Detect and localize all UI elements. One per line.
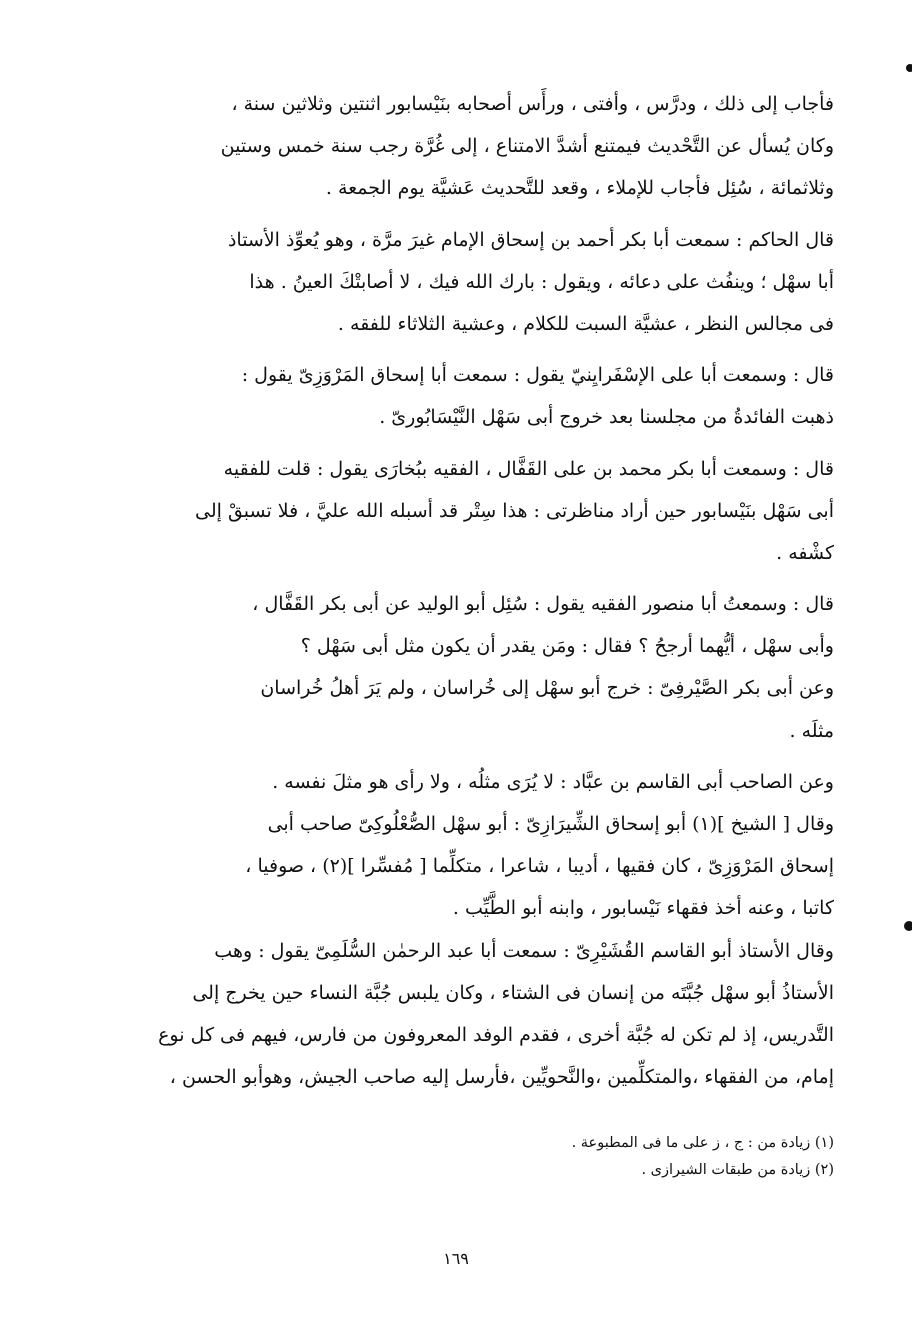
margin-mark bbox=[906, 64, 912, 72]
page-number: ١٦٩ bbox=[443, 1249, 469, 1268]
text-line: وأبى سهْل ، أيُّهما أرجحُ ؟ فقال : ومَن يقدر أن يكون مثل أبى سَهْل ؟ bbox=[300, 635, 834, 658]
text-line: كاتبا ، وعنه أخذ فقهاء نَيْسابور ، وابنه أبو الطَّيِّب . bbox=[452, 897, 834, 920]
text-line: وقال الأستاذ أبو القاسم القُشَيْرِىّ : سمعت أبا عبد الرحمٰن السُّلَمِىّ يقول : وهب bbox=[214, 939, 834, 962]
text-line: فأجاب إلى ذلك ، ودرَّس ، وأفتى ، ورأَس أصحابه بنَيْسابور اثنتين وثلاثين سنة ، bbox=[231, 93, 834, 115]
footnote: (٢) زيادة من طبقات الشيرازى . bbox=[641, 1162, 834, 1178]
text-line: وعن الصاحب أبى القاسم بن عبَّاد : لا يُرَى مثلُه ، ولا رأى هو مثلَ نفسه . bbox=[272, 770, 834, 793]
text-line: وثلاثمائة ، سُئِل فأجاب للإملاء ، وقعد للتَّحديث عَشيَّة يوم الجمعة . bbox=[325, 177, 834, 200]
text-line: فى مجالس النظر ، عشيَّة السبت للكلام ، وعشية الثلاثاء للفقه . bbox=[337, 312, 834, 335]
text-line: قال : وسمعت أبا بكر محمد بن على القَفَّال ، الفقيه ببُخارَى يقول : قلت للفقيه bbox=[223, 457, 834, 480]
text-line: ذهبت الفائدةُ من مجلسنا بعد خروج أبى سَهْل النَّيْسَابُورىّ . bbox=[379, 406, 834, 429]
text-line: إسحاق المَرْوَزِىّ ، كان فقيها ، أديبا ، شاعرا ، متكلِّما [ مُفسِّرا ](٢) ، صوفيا ، bbox=[245, 855, 834, 878]
text-line: الأستاذُ أبو سهْل جُبَّتَه من إنسان فى الشتاء ، وكان يلبس جُبَّة النساء حين يخرج إلى bbox=[192, 981, 834, 1004]
footnote: (١) زيادة من : ج ، ز على ما فى المطبوعة . bbox=[571, 1135, 834, 1151]
text-line: قال : وسمعت أبا على الإسْفَرايِنيّ يقول : سمعت أبا إسحاق المَرْوَزِىّ يقول : bbox=[241, 364, 834, 387]
text-line: وكان يُسأل عن التَّحْديث فيمتنع أشدَّ الامتناع ، إلى غُرَّة رجب سنة خمس وستين bbox=[220, 135, 834, 158]
text-line: مثلَه . bbox=[789, 719, 834, 742]
text-line: وعن أبى بكر الصَّيْرفِىّ : خرج أبو سهْل إلى خُراسان ، ولم يَرَ أهلُ خُراسان bbox=[260, 677, 834, 700]
text-line: قال الحاكم : سمعت أبا بكر أحمد بن إسحاق الإمام غيرَ مرَّة ، وهو يُعوِّذ الأستاذ bbox=[227, 228, 834, 251]
footnotes bbox=[74, 1130, 834, 1184]
text-line: التَّدريس، إذ لم تكن له جُبَّة أخرى ، فقدم الوفد المعروفون من فارس، فيهم فى كل نوع bbox=[158, 1023, 834, 1046]
text-line: إمام، من الفقهاء ،والمتكلِّمين ،والنَّحويِّين ،فأرسل إليه صاحب الجيش، وهوأبو الحسن ، bbox=[169, 1066, 834, 1089]
text-line: أبى سَهْل بنَيْسابور حين أراد مناظرتى : هذا سِتْر قد أسبله الله عليَّ ، فلا تسبقْ إلى bbox=[195, 499, 834, 522]
text-line: كشْفه . bbox=[776, 541, 834, 564]
main-text bbox=[74, 83, 834, 1098]
text-line: وقال [ الشيخ ](١) أبو إسحاق الشِّيرَازِىّ : أبو سهْل الصُّعْلُوكِىّ صاحب أبى bbox=[267, 813, 834, 835]
margin-mark bbox=[904, 921, 912, 931]
text-line: قال : وسمعتُ أبا منصور الفقيه يقول : سُئِل أبو الوليد عن أبى بكر القَفَّال ، bbox=[252, 593, 834, 616]
text-line: أبا سهْل ؛ وينفُث على دعائه ، ويقول : بارك الله فيك ، لا أصابتْكَ العينُ . هذا bbox=[249, 270, 834, 293]
